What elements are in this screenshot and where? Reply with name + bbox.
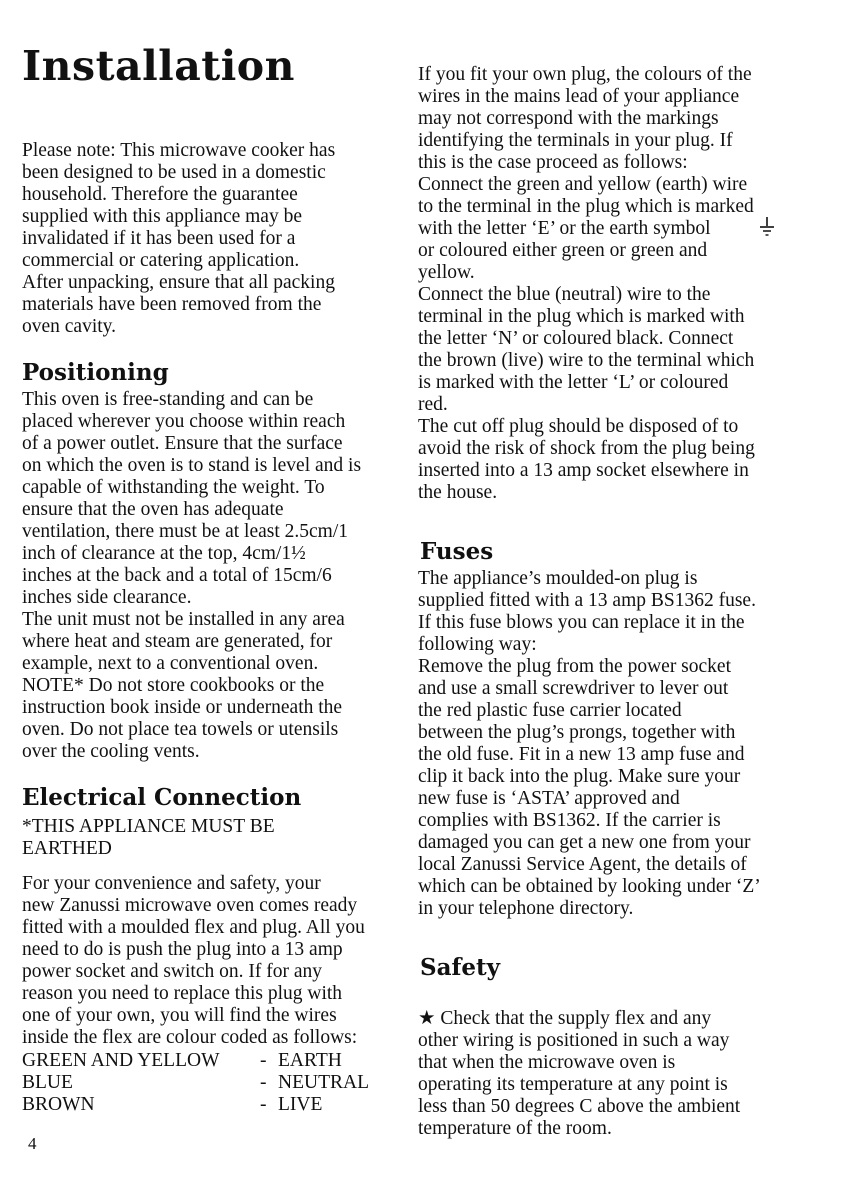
- page-title: Installation: [22, 42, 295, 90]
- plug-paragraph-a: If you fit your own plug, the colours of the wires in the mains lead of your appliance may not correspond with the markings identifying the terminals in your plug. If this is the case proceed as follows: Connect the green and yellow (earth) wire to the terminal in the plug which is marked with the letter ‘E’ or the earth symbol: [418, 64, 754, 239]
- electrical-paragraph: For your convenience and safety, your new Zanussi microwave oven comes ready fitted with a moulded flex and plug. All you need to do is push the plug into a 13 amp power socket and switch on. If for any reason you need to replace this plug with one of your own, you will find the wires inside the flex are colour coded as follows:: [22, 873, 365, 1048]
- electrical-connection-heading: Electrical Connection: [22, 784, 302, 811]
- table-row: [22, 1094, 369, 1116]
- safety-heading: Safety: [420, 954, 501, 981]
- earth-symbol-icon: [758, 216, 776, 238]
- positioning-heading: Positioning: [22, 359, 169, 386]
- wire-colour: GREEN AND YELLOW: [22, 1050, 220, 1071]
- safety-text: Check that the supply flex and any other wiring is positioned in such a way that when the microwave oven is operating its temperature at any point is less than 50 degrees C above the ambient temperature of the room.: [418, 1008, 741, 1139]
- fuses-paragraph: The appliance’s moulded-on plug is supplied fitted with a 13 amp BS1362 fuse. If this fuse blows you can replace it in the following way: Remove the plug from the power socket and use a small screwdriver to lever out the red plastic fuse carrier located between the plug’s prongs, together with the old fuse. Fit in a new 13 amp fuse and clip it back into the plug. Make sure your new fuse is ‘ASTA’ approved and complies with BS1362. If the carrier is damaged you can get a new one from your local Zanussi Service Agent, the details of which can be obtained by looking under ‘Z’ in your telephone directory.: [418, 568, 761, 919]
- fuses-heading: Fuses: [420, 538, 494, 565]
- table-row: [22, 1072, 369, 1094]
- wire-meaning: EARTH: [278, 1050, 342, 1071]
- wire-colour-table: [22, 1050, 369, 1116]
- wire-meaning: LIVE: [278, 1094, 323, 1115]
- wire-dash: -: [260, 1050, 267, 1071]
- star-icon: ★: [418, 1008, 436, 1029]
- wire-colour: BLUE: [22, 1072, 73, 1093]
- earthed-notice: *THIS APPLIANCE MUST BE EARTHED: [22, 816, 275, 859]
- wire-dash: -: [260, 1072, 267, 1093]
- plug-paragraph-b: or coloured either green or green and yellow. Connect the blue (neutral) wire to the terminal in the plug which is marked with the letter ‘N’ or coloured black. Connect the brown (live) wire to the terminal which is marked with the letter ‘L’ or coloured red. The cut off plug should be disposed of to avoid the risk of shock from the plug being inserted into a 13 amp socket elsewhere in the house.: [418, 240, 755, 503]
- table-row: [22, 1050, 369, 1072]
- page-number: 4: [28, 1134, 37, 1153]
- safety-paragraph: [418, 986, 818, 1140]
- wire-meaning: NEUTRAL: [278, 1072, 369, 1093]
- wire-colour: BROWN: [22, 1094, 95, 1115]
- wire-dash: -: [260, 1094, 267, 1115]
- intro-paragraph: Please note: This microwave cooker has been designed to be used in a domestic household. Therefore the guarantee supplied with this appliance may be invalidated if it has been used for a commercial or catering application. After unpacking, ensure that all packing materials have been removed from the oven cavity.: [22, 140, 336, 337]
- positioning-paragraph: This oven is free-standing and can be placed wherever you choose within reach of a power outlet. Ensure that the surface on which the oven is to stand is level and is capable of withstanding the weight. To ensure that the oven has adequate ventilation, there must be at least 2.5cm/1 inch of clearance at the top, 4cm/1½ inches at the back and a total of 15cm/6 inches side clearance. The unit must not be installed in any area where heat and steam are generated, for example, next to a conventional oven. NOTE* Do not store cookbooks or the instruction book inside or underneath the oven. Do not place tea towels or utensils over the cooling vents.: [22, 389, 362, 762]
